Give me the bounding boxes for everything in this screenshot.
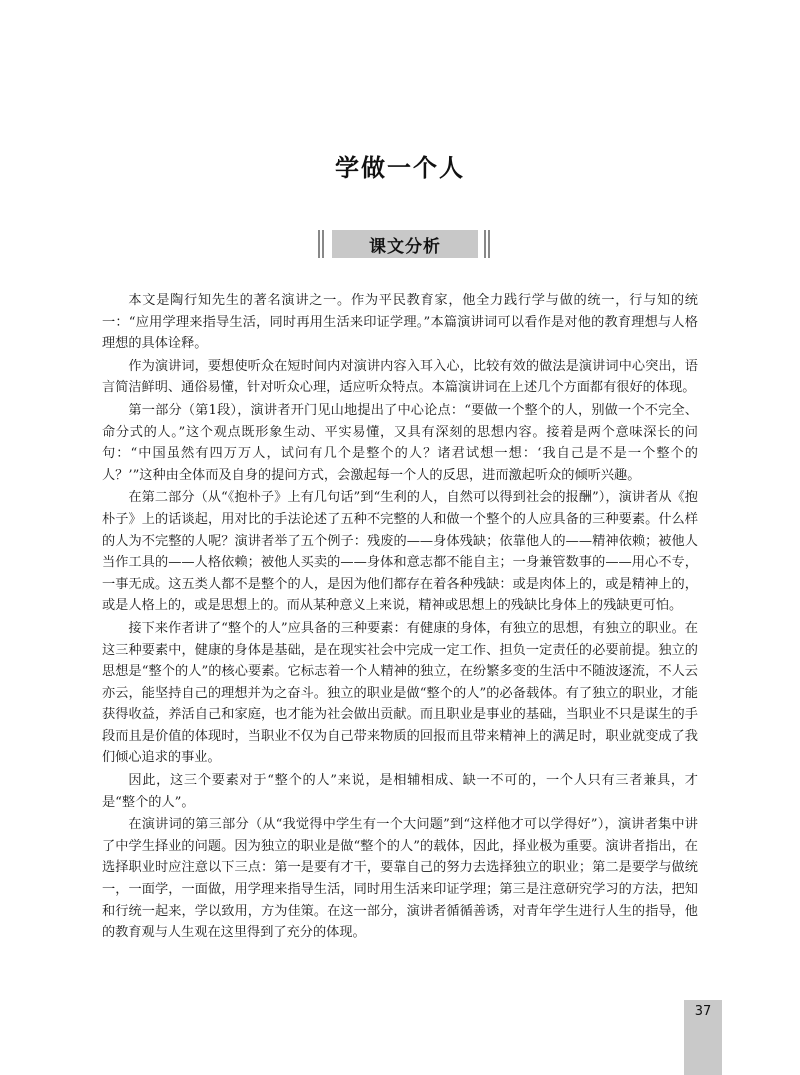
body-text <box>102 290 698 945</box>
paragraph: 作为演讲词，要想使听众在短时间内对演讲内容入耳入心，比较有效的做法是演讲词中心突出，语言简洁鲜明、通俗易懂，针对听众心理，适应听众特点。本篇演讲词在上述几个方面都有很好的体现。 <box>102 358 698 396</box>
paragraph: 接下来作者讲了“整个的人”应具备的三种要素：有健康的身体，有独立的思想，有独立的职业。在这三种要素中，健康的身体是基础，是在现实社会中完成一定工作、担负一定责任的必要前提。独立的思想是“整个的人”的核心要素。它标志着一个人精神的独立，在纷繁多变的生活中不随波逐流，不人云亦云，能坚持自己的理想并为之奋斗。独立的职业是做“整个的人”的必备载体。有了独立的职业，才能获得收益，养活自己和家庭，也才能为社会做出贡献。而且职业是事业的基础，当职业不只是谋生的手段而且是价值的体现时，当职业不仅为自己带来物质的回报而且带来精神上的满足时，职业就变成了我们倾心追求的事业。 <box>102 620 698 766</box>
paragraph: 在演讲词的第三部分（从“我觉得中学生有一个大问题”到“这样他才可以学得好”），演讲者集中讲了中学生择业的问题。因为独立的职业是做“整个的人”的载体，因此，择业极为重要。演讲者指出，在选择职业时应注意以下三点：第一是要有才干，要靠自己的努力去选择独立的职业；第二是要学与做统一，一面学，一面做，用学理来指导生活，同时用生活来印证学理；第三是注意研究学习的方法，把知和行统一起来，学以致用，方为佳策。在这一部分，演讲者循循善诱，对青年学生进行人生的指导，他的教育观与人生观在这里得到了充分的体现。 <box>102 817 698 941</box>
paragraph: 本文是陶行知先生的著名演讲之一。作为平民教育家，他全力践行学与做的统一，行与知的统一：“应用学理来指导生活，同时再用生活来印证学理。”本篇演讲词可以看作是对他的教育理想与人格理想的具体诠释。 <box>102 293 698 352</box>
banner-stripes-right <box>484 230 492 258</box>
banner-stripes-left <box>318 230 326 258</box>
page-title: 学做一个人 <box>335 154 465 182</box>
paragraph: 在第二部分（从“《抱朴子》上有几句话”到“生利的人，自然可以得到社会的报酬”），演讲者从《抱朴子》上的话谈起，用对比的手法论述了五种不完整的人和做一个整个的人应具备的三种要素。什么样的人为不完整的人呢？演讲者举了五个例子：残废的——身体残缺；依靠他人的——精神依赖；被他人当作工具的——人格依赖；被他人买卖的——身体和意志都不能自主；一身兼管数事的——用心不专，一事无成。这五类人都不是整个的人，是因为他们都存在着各种残缺：或是肉体上的，或是精神上的，或是人格上的，或是思想上的。而从某种意义上来说，精神或思想上的残缺比身体上的残缺更可怕。 <box>102 490 698 614</box>
page-number: 37 <box>694 1004 712 1019</box>
section-banner <box>318 230 492 258</box>
paragraph: 第一部分（第1段），演讲者开门见山地提出了中心论点：“要做一个整个的人，别做一个不完全、命分式的人。”这个观点既形象生动、平实易懂，又具有深刻的思想内容。接着是两个意味深长的问句：“中国虽然有四万万人，试问有几个是整个的人？诸君试想一想：‘我自己是不是一个整个的人？’”这种由全体而及自身的提问方式，会激起每一个人的反思，进而激起听众的倾听兴趣。 <box>102 402 698 483</box>
paragraph: 因此，这三个要素对于“整个的人”来说，是相辅相成、缺一不可的，一个人只有三者兼具，才是“整个的人”。 <box>102 773 698 810</box>
section-heading: 课文分析 <box>332 230 478 258</box>
